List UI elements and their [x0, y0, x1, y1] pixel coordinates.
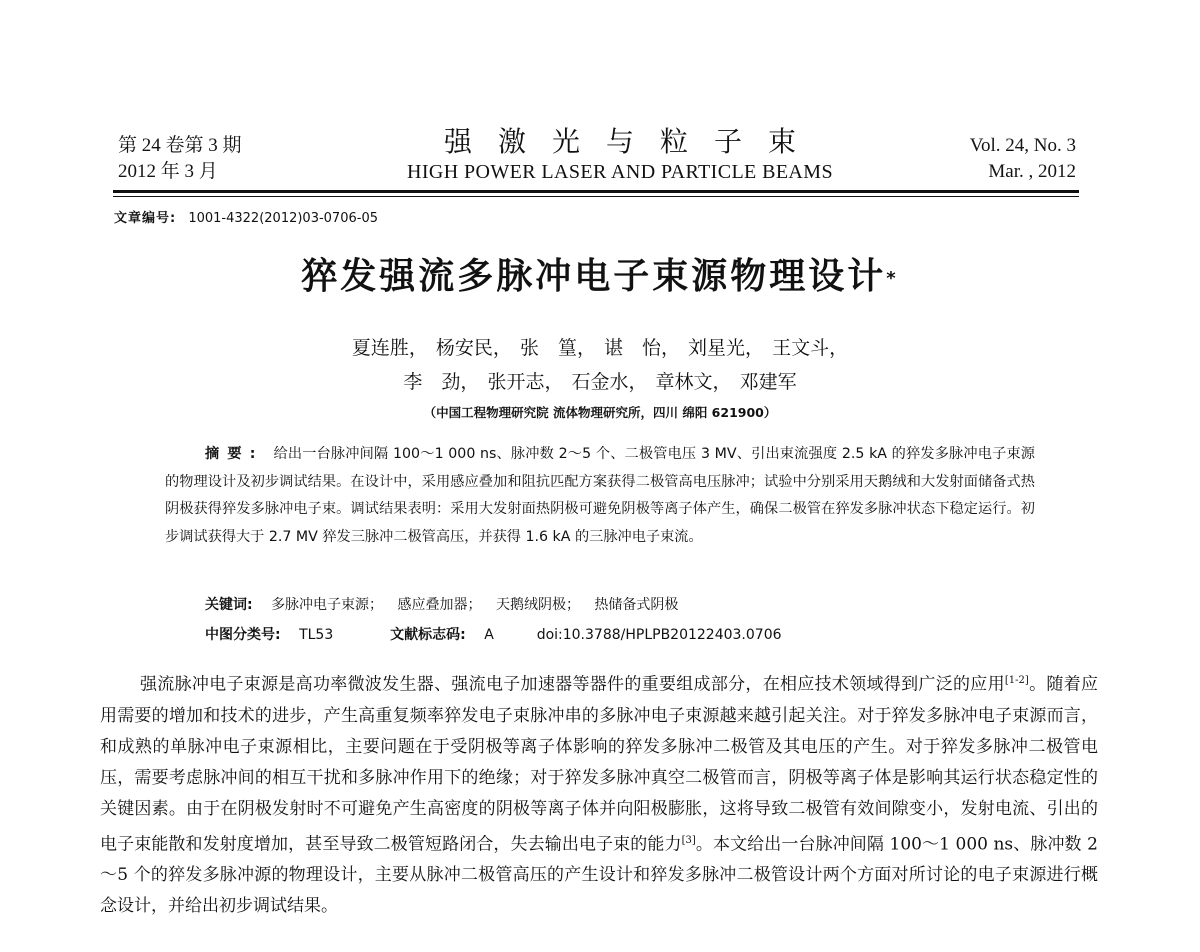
article-number-label: 文章编号:	[114, 211, 177, 226]
journal-masthead	[300, 125, 940, 185]
body-text	[100, 665, 1098, 922]
paper-title-text: 猝发强流多脉冲电子束源物理设计	[301, 256, 887, 297]
authors-line-2: 李 劲， 张开志， 石金水， 章林文， 邓建军	[403, 371, 797, 393]
volume-info-en	[970, 133, 1076, 185]
affiliation: （中国工程物理研究院 流体物理研究所，四川 绵阳 621900）	[423, 405, 777, 420]
intro-text-part: 。随着应用需要的增加和技术的进步，产生高重复频率猝发电子束脉冲串的多脉冲电子束源越来越引起关注。对于猝发多脉冲电子束源而言，和成熟的单脉冲电子束源相比，主要问题在于受阴极等离子体影响的猝发多脉冲二极管及其电压的产生。对于猝发多脉冲二极管电压，需要考虑脉冲间的相互干扰和多脉冲作用下的绝缘；对于猝发多脉冲真空二极管而言，阴极等离子体是影响其运行状态稳定性的关键因素。由于在阴极发射时不可避免产生高密度的阴极等离子体并向阳极膨胀，这将导致二极管有效间隙变小，发射电流、引出的电子束能散和发射度增加，甚至导致二极管短路闭合，失去输出电子束的能力	[100, 674, 1099, 855]
keyword-item: 天鹅绒阴极；	[495, 597, 580, 613]
date-en: Mar. , 2012	[988, 161, 1076, 182]
abstract-label: 摘要:	[205, 446, 264, 462]
abstract	[165, 441, 1035, 551]
journal-title-en: HIGH POWER LASER AND PARTICLE BEAMS	[407, 161, 833, 183]
article-number-value: 1001-4322(2012)03-0706-05	[188, 211, 378, 226]
abstract-text: 给出一台脉冲间隔 100～1 000 ns、脉冲数 2～5 个、二极管电压 3 MV、引出束流强度 2.5 kA 的猝发多脉冲电子束源的物理设计及初步调试结果。在设计中，采用感应叠加和阻抗匹配方案获得二极管高电压脉冲；试验中分别采用天鹅绒和大发射面储备式热阴极获得猝发多脉冲电子束。调试结果表明：采用大发射面热阴极可避免阴极等离子体产生，确保二极管在猝发多脉冲状态下稳定运行。初步调试获得大于 2.7 MV 猝发三脉冲二极管高压，并获得 1.6 kA 的三脉冲电子束流。	[165, 446, 1035, 545]
article-number	[114, 210, 378, 228]
header-rule-thick	[113, 190, 1079, 193]
keyword-item: 感应叠加器；	[397, 597, 482, 613]
clc-label: 中图分类号:	[205, 627, 281, 643]
intro-text-part: 强流脉冲电子束源是高功率微波发生器、强流电子加速器等器件的重要组成部分，在相应技术领域得到广泛的应用	[140, 674, 1005, 695]
vol-en: Vol. 24, No. 3	[969, 135, 1076, 156]
authors-line-1: 夏连胜， 杨安民， 张 篁， 谌 怡， 刘星光， 王文斗，	[351, 337, 849, 359]
intro-paragraph	[100, 665, 1098, 922]
clc-value: TL53	[299, 627, 334, 643]
classification-line	[205, 624, 782, 646]
doc-code-value: A	[484, 627, 494, 643]
paper-title	[0, 253, 1200, 301]
title-footnote-mark: *	[886, 268, 899, 289]
keywords-label: 关键词:	[205, 597, 253, 613]
keyword-item: 多脉冲电子束源；	[271, 597, 384, 613]
citation-ref: [1-2]	[1004, 675, 1029, 686]
volume-info	[118, 133, 242, 185]
citation-ref: [3]	[681, 834, 696, 846]
keywords	[205, 594, 688, 616]
doi: doi:10.3788/HPLPB20122403.0706	[536, 627, 782, 643]
doc-code-label: 文献标志码:	[390, 627, 466, 643]
journal-title-cn: 强激光与粒子束	[443, 125, 822, 158]
date-cn: 2012 年 3 月	[118, 161, 218, 182]
keyword-item: 热储备式阴极	[594, 597, 679, 613]
intro-text-part: 。本文给出一台脉冲间隔 100～1 000 ns、脉冲数 2～5 个的猝发多脉冲源的物理设计，主要从脉冲二极管高压的产生设计和猝发多脉冲二极管设计两个方面对所讨论的电子束源进行概念设计，并给出初步调试结果。	[100, 834, 1098, 917]
volume-issue: 第 24 卷第 3 期	[118, 135, 242, 156]
header-rule-thin	[113, 196, 1079, 197]
